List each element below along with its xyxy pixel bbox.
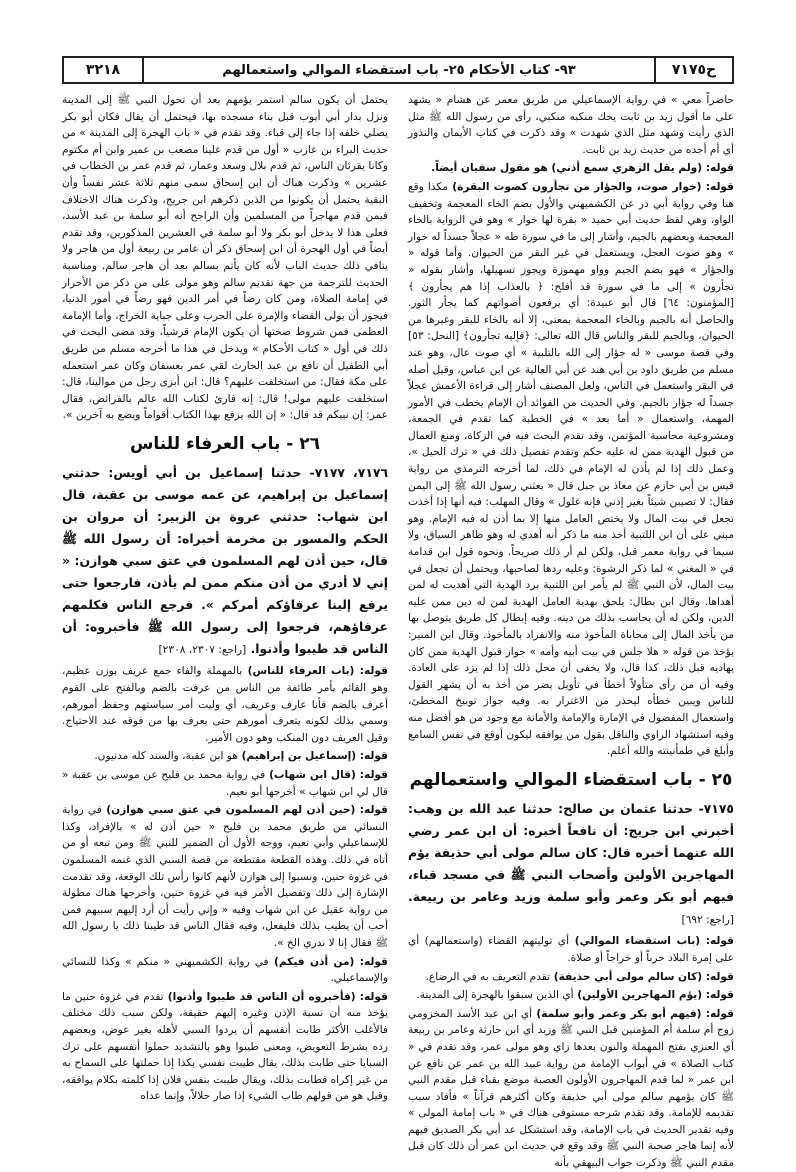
cross-reference: [راجع: ٢٣٠٧، ٢٣٠٨] xyxy=(158,644,247,657)
commentary-text: أي توليتهم القضاء (واستعمالهم) أي على إمرة البلاد حرباً أو خراجاً أو صلاة. xyxy=(408,935,734,964)
commentary-paragraph xyxy=(62,663,388,746)
commentary-label: قوله: (من أذن فيكم) xyxy=(268,955,388,968)
hadith-range: ح٧١٧٥ xyxy=(654,58,732,82)
commentary-paragraph xyxy=(62,802,388,951)
page-number: ٣٢١٨ xyxy=(85,62,121,78)
commentary-text: مكذا وقع هنا وفي رواية أبي ذر عن الكشميهني والأول بضم الخاء المعجمة وتخفيف الواو، وهي لفظ حديث أبي حميد « بقرة لها خوار » وهو في الرواية بالخاء المعجمة وبعضهم بالجيم، وأشار إلى ما في سورة طه « عجلاً جسداً له خوار » وهو صوت العجل، ويستعمل في غير البقر من الحيوان. وأما قوله « والجؤار » فهو بضم الجيم وواو مهموزة ويجوز تسهيلها، وأشار بقوله « تجأرون » إلى ما في سورة قد أفلح: ﴿ بالعذاب إذا هم يجأرون ﴾ [المؤمنون: ٦٤] قال أبو عبيدة: أي يرفعون أصواتهم كما يجأر الثور. والحاصل أنه بالجيم وبالخاء المعجمة بمعنى، إلا أنه بالخاء للبقر وغيرها من الحيوان، وبالجيم للبقر والناس قال الله تعالى: ﴿فإليه تجأرون﴾ [النحل: ٥٣] وفي قصة موسى « له جؤار إلى الله بالتلبية » أي صوت عال، وهو عند مسلم من طريق داود بن أبي هند عن أبي العالية عن ابن عباس، وقيل أصله في البقر واستعمل في الناس، ولعل المصنف أشار إلى قراءة الأعمش عجلاً جسداً له جؤار بالجيم. وفي الحديث من الفوائد أن الإمام يخطب في الأمور المهمة، واستعمال « أما بعد » في الخطبة كما تقدم في الجمعة، ومشروعية محاسبة المؤتمن، وقد تقدم البحث فيه في الزكاة، ومنع العمال من قبول الهدية ممن له عليه حكم وتقدم تفصيل ذلك في « ترك الحيل »، وعمل ذلك إذا لم يأذن له الإمام في ذلك، لما أخرجه الترمذي من رواية قيس بن أبي حازم عن معاذ بن جبل قال « بعثني رسول الله ﷺ إلى اليمن فقال: لا تصيبن شيئاً بغير إذني فإنه غلول » وقال المهلب: فيه أنها إذا أخذت تجعل في بيت المال ولا يختص العامل منها إلا بما أذن له فيه الإمام. وهو مبني على أن ابن اللتبية أخذ منه ما ذكر أنه أهدي له وهو ظاهر السياق، ولا سيما في رواية معمر قبل، ولكن لم أر ذلك صريحاً. ونحوه قول ابن قدامة في « المغني » لما ذكر الرشوة: وعليه ردها لصاحبها، ويحتمل أن تجعل في بيت المال، لأن النبي ﷺ لم يأمر ابن اللتبية برد الهدية التي أهديت له لمن أهداها. وقال ابن بطال: يلحق بهدية العامل الهدية لمن له دين ممن عليه الدين، ولكن له أن يحاسب بذلك من دينه. وفيه إبطال كل طريق يتوصل بها من يأخذ المال إلى محاباة المأخوذ منه والانفراد بالمأخوذ. وقال ابن المنير: يؤخذ من قوله « هلا جلس في بيت أبيه وأمه » جواز قبول الهدية ممن كان يهاديه قبل ذلك، كذا قال، ولا يخفى أن محل ذلك إذا لم يزد على العادة. وفيه أن من رأى متأولاً أخطأ في تأويل يضر من أخذ به أن يشهر القول للناس ويبين خطأه ليحذر من الاغترار به. وفيه جواز توبيخ المخطئ، واستعمال المفضول في الإمارة والإمامة والأمانة مع وجود من هو أفضل منه وفيه استشهاد الراوي والناقل بقول من يوافقه ليكون أوقع في نفس السامع وأبلغ في طمأنينته والله أعلم. xyxy=(408,180,734,758)
commentary-paragraph xyxy=(62,767,388,800)
commentary-text: بالمهملة والفاء جمع عريف بوزن عظيم، وهو القائم بأمر طائفة من الناس من عرفت بالضم وبالفتح على القوم أعرف بالضم فأنا عارف وعريف، أي وليت أمر سياستهم وحفظ أمورهم، وسمي بذلك لكونه يتعرف أمورهم حتى يعرف بها من فوقه عند الاحتياج. وقيل العريف دون المنكب وهو دون الأمير. xyxy=(62,665,388,744)
commentary-paragraph xyxy=(408,160,734,177)
commentary-text: يحتمل أن يكون سالم استمر يؤمهم بعد أن تحول النبي ﷺ إلى المدينة ونزل بدار أبي أيوب قبل بناء مسجده بها، فيحتمل أن يقال فكان أبو بكر يصلي خلفه إذا جاء إلى قباء. وقد تقدم في « باب الهجرة إلى المدينة » من حديث البراء بن عازب « أول من قدم علينا مصعب بن عمير وابن أم مكتوم وكانا يقرئان الناس، ثم قدم بلال وسعد وعمار، ثم قدم عمر بن الخطاب في عشرين » وذكرت هناك أن ابن إسحاق سمى منهم ثلاثة عشر نفساً وأن البقية يحتمل أن يكونوا من الذين ذكرهم ابن جريج، وذكرت هناك الاختلاف فيمن قدم مهاجراً من المسلمين وأن الراجح أنه أبو سلمة بن عبد الأسد، فعلى هذا لا يدخل أبو بكر ولا أبو سلمة في العشرين المذكورين، وقد تقدم أيضاً في أول الهجرة أن ابن إسحاق ذكر أن عامر بن ربيعة أول من هاجر ولا ينافي ذلك حديث الباب لأنه كان يأتم بسالم بعد أن هاجر سالم. ومناسبة الحديث للترجمة من جهة تقديم سالم وهو مولى على من ذكر من الأحرار في إمامة الصلاة، ومن كان رضاً في أمر الدين فهو رضاً في أمور الدنيا، فيجوز أن يولى القضاء والإمرة على الحرب وعلى جباية الخراج، وأما الإمامة العظمى فمن شروط صحتها أن يكون الإمام قرشياً، وقد مضى البحث في ذلك في أول « كتاب الأحكام » ويدخل في هذا ما أخرجه مسلم من طريق أبي الطفيل أن نافع بن عبد الحارث لقي عمر بعسفان وكان عمر استعمله على مكة فقال: من استخلفت عليهم؟ قال: ابن أبزى رجل من موالينا، قال: استخلفت عليهم مولى! قال: إنه قارئ لكتاب الله عالم بالفرائض، فقال عمر: إن نبيكم قد قال: « إن الله يرفع بهذا الكتاب أقواماً ويضع به آخرين ». xyxy=(62,94,388,422)
commentary-label: قوله: (باب استقضاء الموالي) xyxy=(569,935,734,948)
hadith-body: ٧١٧٦، ٧١٧٧- حدثنا إسماعيل بن أبي أويس: حدثني إسماعيل بن إبراهيم، عن عمه موسى بن عقبة، قال ابن شهاب: حدثني عروة بن الزبير: أن مروان بن الحكم والمسور بن مخرمة أخبراه: أن رسول الله ﷺ قال، حين أذن لهم المسلمون في عتق سبي هوازن: « إني لا أدري من أذن منكم ممن لم يأذن، فارجعوا حتى يرفع إلينا عرفاؤكم أمركم ». فرجع الناس فكلمهم عرفاؤهم، فرجعوا إلى رسول الله ﷺ فأخبروه: أن الناس قد طيبوا وأذنوا. xyxy=(62,465,389,657)
commentary-text: في رواية النسائي من طريق محمد بن فليح « حين أذن له » بالإفراد، وكذا للإسماعيلي وأبي نعيم، ووجه الأول أن الضمير للنبي ﷺ ومن تبعه أو من أتاه في ذلك. وهذه القطعة مقتطعة من قصة السبي الذي غنمه المسلمون في غزوة حنين، ونسبوا إلى هوازن لأنهم كانوا رأس تلك الوقعة، وقد تقدمت الإشارة إلى ذلك وتفصيل الأمر فيه في غزوة حنين، وأخرجها هناك مطولة من رواية عقيل عن ابن شهاب وفيه « وإني رأيت أن أرد إليهم سبيهم فمن أحب أن يطيب بذلك فليفعل، وفيه فقال الناس قد طيبنا ذلك يا رسول الله ﷺ فقال إنا لا ندري الخ ». xyxy=(62,804,388,949)
commentary-paragraph xyxy=(62,92,388,424)
commentary-paragraph xyxy=(62,989,388,1105)
commentary-text: تقدم في غزوة حنين ما يؤخذ منه أن نسبة الإذن وغيره إليهم حقيقة، ولكن سبب ذلك مختلف فالأغلب الأكثر طابت أنفسهم أن يردوا السبي لأهله بغير عوض، وبعضهم رده بشرط التعويض، ومعنى طيبوا وهو بالتشديد حملوا أنفسهم على ترك السبايا حتى طابت بذلك، يقال طيبت نفسي بكذا إذا حملتها على السماح به من غير إكراه فطابت بذلك، ويقال طيبت بنفس فلان إذا كلمته بكلام يوافقه، وقيل هو من قولهم طاب الشيء إذا صار حلالاً، وإنما عداه xyxy=(62,990,388,1103)
right-column xyxy=(408,92,734,1170)
commentary-paragraph xyxy=(408,969,734,986)
commentary-label: قوله: (ولم يقل الزهري سمع أذني) هو مقول سفيان أيضاً. xyxy=(431,162,734,175)
left-column xyxy=(62,92,388,1102)
commentary-text: هو ابن عقبة، والسند كله مدنيون. xyxy=(94,750,238,763)
commentary-text: في رواية محمد بن فليح عن موسى بن عقبة « قال لي ابن شهاب » أخرجها أبو نعيم. xyxy=(62,769,388,798)
commentary-label: قوله: (فيهم أبو بكر وعمر وأبو سلمة) xyxy=(532,1007,734,1020)
commentary-paragraph xyxy=(62,954,388,987)
commentary-paragraph xyxy=(62,748,388,765)
commentary-label: قوله: (باب العرفاء للناس) xyxy=(242,665,388,678)
commentary-label: قوله: (يؤم المهاجرين الأولين) xyxy=(573,989,734,1002)
commentary-paragraph xyxy=(408,1006,734,1172)
running-title: ٩٣- كتاب الأحكام ٢٥- باب استقضاء الموالي واستعمالهم xyxy=(142,58,654,82)
commentary-paragraph xyxy=(408,933,734,966)
commentary-label: قوله: (خوار صوت، والجؤار من تجأرون كصوت البقرة) xyxy=(447,180,734,193)
hadith-body: ٧١٧٥- حدثنا عثمان بن صالح: حدثنا عبد الله بن وهب: أخبرني ابن جريج: أن نافعاً أخبره: أن ابن عمر رضي الله عنهما أخبره قال: كان سالم مولى أبي حذيفة يؤم المهاجرين الأولين وأصحاب النبي ﷺ في مسجد قباء، فيهم أبو بكر وعمر وأبو سلمة وزيد وعامر بن ربيعة. xyxy=(408,801,734,905)
commentary-text: أي ابن عبد الأسد المخزومي زوج أم سلمة أم المؤمنين قبل النبي ﷺ وزيد أي ابن حارثة وعامر بن ربيعة أي العنزي بفتح المهملة والنون بعدها زاي وهو مولى عمر، وقد تقدم في « كتاب الصلاة » في أبواب الإمامة من رواية عبيد الله بن عمر عن نافع عن ابن عمر « لما قدم المهاجرون الأولون العصبة موضع بقباء قبل مقدم النبي ﷺ كان يؤمهم سالم مولى أبي حذيفة وكان أكثرهم قرآناً » فأفاد سبب تقديمه للإمامة. وقد تقدم شرحه مستوفى هناك في « باب إمامة المولى » وفيه تقدير الحديث في باب الإمامة، وقد استشكل عد أبي بكر الصديق فيهم لأنه إنما هاجر صحبة النبي ﷺ وقد وقع في حديث ابن عمر أن ذلك كان قبل مقدم النبي ﷺ وذكرت جواب البيهقي بأنه xyxy=(408,1007,734,1170)
commentary-text: في رواية الكشميهني « منكم » وكذا للنسائي والإسماعيلي. xyxy=(62,955,388,985)
running-header xyxy=(62,56,734,84)
commentary-text: تقدم التعريف به في الرضاع. xyxy=(425,970,551,983)
commentary-text: حاضراً معي » في رواية الإسماعيلي من طريق معمر عن هشام « يشهد على ما أقول زيد بن ثابت يحك منكبه منكبي، رأى من رسول الله ﷺ مثل الذي رأيت وشهد مثل الذي شهدت » وقد ذكرت في كتاب الأيمان والنذور أي أم أجده من حديث زيد بن ثابت. xyxy=(408,94,734,156)
hadith-text xyxy=(62,462,388,661)
commentary-label: قوله: (قال ابن شهاب) xyxy=(265,769,388,782)
commentary-paragraph xyxy=(408,179,734,760)
chapter-title: ٢٥ - باب استقضاء الموالي واستعمالهم xyxy=(409,769,733,790)
chapter-title: ٢٦ - باب العرفاء للناس xyxy=(129,433,321,454)
commentary-label: قوله: (إسماعيل بن إبراهيم) xyxy=(237,750,388,763)
commentary-label: قوله: (حين أذن لهم المسلمون في عتق سبي هوازن) xyxy=(101,804,388,817)
text-columns xyxy=(62,92,734,1170)
hadith-text xyxy=(408,798,734,931)
cross-reference: [راجع: ٦٩٢] xyxy=(681,914,734,927)
commentary-text: أي الذين سبقوا بالهجرة إلى المدينة. xyxy=(416,989,574,1002)
commentary-label: قوله: (كان سالم مولى أبي حذيفة) xyxy=(550,970,734,983)
commentary-paragraph xyxy=(408,92,734,158)
commentary-label: قوله: (فأخبروه أن الناس قد طيبوا وأذنوا) xyxy=(163,990,388,1003)
commentary-paragraph xyxy=(408,987,734,1004)
